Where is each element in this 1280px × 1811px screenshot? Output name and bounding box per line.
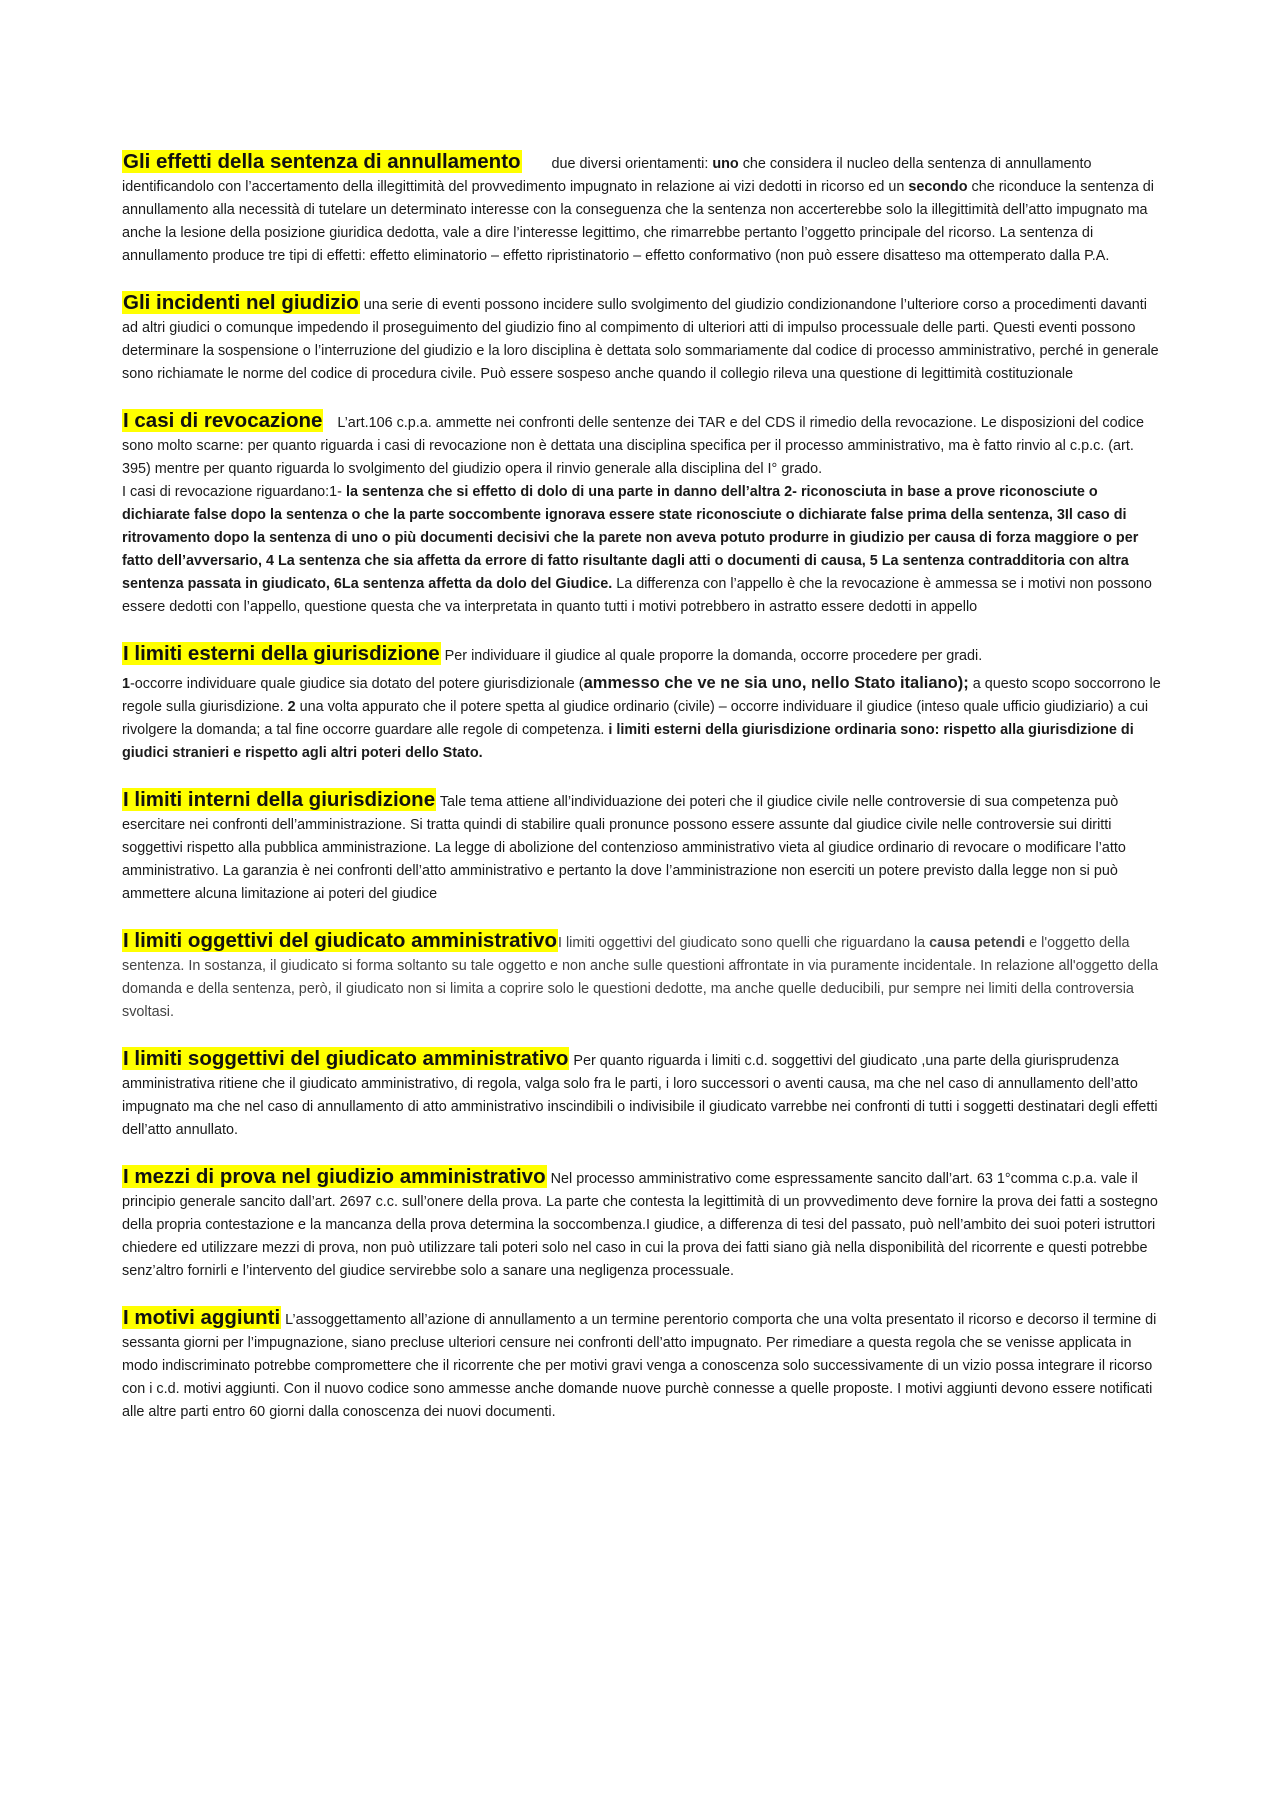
body-text: una serie di eventi possono incidere sullo svolgimento del giudizio condizionandone l’ulteriore corso a procedimenti davanti ad altri giudici o comunque impedendo il proseguimento del giudizio fino al compimento di ulteriori atti di impulso processuale delle parti. Questi eventi possono determinare la sospensione o l’interruzione del giudizio e la loro disciplina è dettata solo sommariamente dal codice di processo amministrativo, perché in generale sono richiamate le norme del codice di procedura civile. Può essere sospeso anche quando il collegio rileva una questione di legittimità costituzionale [122, 297, 1159, 382]
paragraph [122, 291, 1162, 386]
section-motivi-aggiunti [122, 1306, 1162, 1424]
body-text: che riconduce la sentenza di annullamento alla necessità di tutelare un determinato interesse con la conseguenza che la sentenza non accerterebbe solo la illegittimità dell’atto impugnato ma anche la lesione della posizione giuridica dedotta, vale a dire l’interesse legittimo, che rimarrebbe pertanto l’oggetto principale del ricorso. La sentenza di annullamento produce tre tipi di effetti: effetto eliminatorio – effetto ripristinatorio – effetto conformativo (non può essere disatteso ma ottemperato dalla P.A. [122, 179, 1154, 264]
bold-text: causa petendi [929, 935, 1026, 951]
section-heading: I limiti oggettivi del giudicato amministrativo [123, 929, 557, 952]
section-heading: I limiti soggettivi del giudicato amministrativo [123, 1047, 569, 1070]
paragraph [122, 1306, 1162, 1424]
body-text: e l'oggetto della sentenza. In sostanza, il giudicato si forma soltanto su tale oggetto e non anche sulle questioni affrontate in via puramente incidentale. In relazione all'oggetto della domanda e della sentenza, però, il giudicato non si limita a coprire solo le questioni dedotte, ma anche quelle deducibili, pur sempre nei limiti della controversia svoltasi. [122, 935, 1159, 1020]
section-limiti-oggettivi [122, 929, 1162, 1024]
body-text: Nel processo amministrativo come espressamente sancito dall’art. 63 1°comma c.p.a. vale il principio generale sancito dall’art. 2697 c.c. sull’onere della prova. La parte che contesta la legittimità di un provvedimento deve fornire la prova dei fatti a sostegno della propria contestazione e la mancanza della prova determina la soccombenza.I giudice, a differenza di tesi del passato, può nell’ambito dei suoi poteri istruttori chiedere ed utilizzare mezzi di prova, non può utilizzare tali poteri solo nel caso in cui la prova dei fatti siano già nella disponibilità del ricorrente e questi potrebbe senz’altro fornirli e l’intervento del giudice servirebbe solo a sanare una negligenza processuale. [122, 1171, 1158, 1279]
bold-text: 1 [122, 676, 131, 692]
section-limiti-esterni [122, 642, 1162, 765]
bold-text: i limiti esterni della giurisdizione ordinaria sono: rispetto alla giurisdizione di giudici stranieri e rispetto agli altri poteri dello Stato. [122, 722, 1134, 761]
section-revocazione [122, 409, 1162, 619]
body-text: a questo scopo soccorrono le regole sulla giurisdizione. [122, 676, 1161, 715]
paragraph [122, 1047, 1162, 1142]
section-limiti-soggettivi [122, 1047, 1162, 1142]
bold-text: la sentenza che si effetto di dolo di una parte in danno dell’altra 2- riconosciuta in base a prove riconosciute o dichiarate false dopo la sentenza o che la parte soccombente ignorava essere state riconosciute o dichiarate false prima della sentenza, 3Il caso di ritrovamento dopo la sentenza di uno o più documenti decisivi che la parete non aveva potuto produrre in giudizio per causa di forza maggiore o per fatto dell’avversario, 4 La sentenza che sia affetta da errore di fatto risultante dagli atti o documenti di causa, 5 La sentenza contradditoria con altra sentenza passata in giudicato, 6La sentenza affetta da dolo del Giudice. [122, 484, 1139, 592]
paragraph [122, 929, 1162, 1024]
body-text: Tale tema attiene all’individuazione dei poteri che il giudice civile nelle controversie di sua competenza può esercitare nei confronti dell’amministrazione. Si tratta quindi di stabilire quali pronunce possono essere assunte dal giudice civile nelle controversie sui diritti soggettivi rispetto alla pubblica amministrazione. La legge di abolizione del contenzioso amministrativo vieta al giudice ordinario di revocare o modificare l’atto amministrativo. La garanzia è nei confronti dell’atto amministrativo e pertanto la dove l’amministrazione non eserciti un potere previsto dalla legge non si può ammettere alcuna limitazione ai poteri del giudice [122, 794, 1126, 902]
body-text: L’art.106 c.p.a. ammette nei confronti delle sentenze dei TAR e del CDS il rimedio della revocazione. Le disposizioni del codice sono molto scarne: per quanto riguarda i casi di revocazione non è dettata una disciplina specifica per il processo amministrativo, ma è fatto rinvio al c.p.c. (art. 395) mentre per quanto riguarda lo svolgimento del giudizio opera il rinvio generale alla disciplina del I° grado. [122, 415, 1144, 477]
section-mezzi-prova [122, 1165, 1162, 1283]
document-page [122, 150, 1162, 1447]
bold-text: 2 [287, 699, 296, 715]
body-text: Per individuare il giudice al quale proporre la domanda, occorre procedere per gradi. [440, 648, 983, 664]
section-effetti-sentenza [122, 150, 1162, 268]
paragraph [122, 150, 1162, 268]
bold-text: secondo [908, 179, 968, 195]
section-limiti-interni [122, 788, 1162, 906]
paragraph [122, 642, 1162, 668]
section-heading: I motivi aggiunti [123, 1306, 281, 1329]
body-text: Per quanto riguarda i limiti c.d. soggettivi del giudicato ,una parte della giurisprudenza amministrativa ritiene che il giudicato amministrativo, di regola, valga solo fra le parti, i loro successori o aventi causa, ma che nel caso di annullamento dell’atto impugnato ma che nel caso di annullamento di atto amministrativo inscindibili o indivisibile il giudicato varrebbe nei confronti di tutti i soggetti destinatari degli effetti dell’atto annullato. [122, 1053, 1158, 1138]
paragraph [122, 672, 1162, 765]
section-heading: Gli effetti della sentenza di annullamento [123, 150, 521, 173]
body-text: L’assoggettamento all’azione di annullamento a un termine perentorio comporta che una volta presentato il ricorso e decorso il termine di sessanta giorni per l’impugnazione, siano precluse ulteriori censure nei confronti dell’atto impugnato. Per rimediare a questa regola che se venisse applicata in modo indiscriminato potrebbe compromettere che il ricorrente che per motivi gravi venga a conoscenza solo successivamente di un vizio possa integrare il ricorso con i c.d. motivi aggiunti. Con il nuovo codice sono ammesse anche domande nuove purchè connesse a quelle proposte. I motivi aggiunti devono essere notificati alle altre parti entro 60 giorni dalla conoscenza dei nuovi documenti. [122, 1312, 1157, 1420]
body-text: che considera il nucleo della sentenza di annullamento identificandolo con l’accertamento della illegittimità del provvedimento impugnato in relazione ai vizi dedotti in ricorso ed un [122, 156, 1092, 195]
section-heading: Gli incidenti nel giudizio [123, 291, 359, 314]
body-text: una volta appurato che il potere spetta al giudice ordinario (civile) – occorre individuare il giudice (inteso quale ufficio giudiziario) a cui rivolgere la domanda; a tal fine occorre guardare alle regole di competenza. [122, 699, 1149, 738]
section-heading: I casi di revocazione [123, 409, 323, 432]
body-text: I casi di revocazione riguardano:1- [122, 484, 346, 500]
body-text: due diversi orientamenti: [551, 156, 713, 172]
body-text: La differenza con l’appello è che la revocazione è ammessa se i motivi non possono essere dedotti con l’appello, questione questa che va interpretata in quanto tutti i motivi potrebbero in astratto essere dedotti in appello [122, 576, 1152, 615]
body-text: I limiti oggettivi del giudicato sono quelli che riguardano la [557, 935, 930, 951]
section-heading: I limiti esterni della giurisdizione [123, 642, 440, 665]
paragraph [122, 409, 1162, 481]
section-heading: I limiti interni della giurisdizione [123, 788, 436, 811]
section-incidenti [122, 291, 1162, 386]
paragraph [122, 1165, 1162, 1283]
emphasis-text: ammesso che ve ne sia uno, nello Stato italiano); [583, 674, 969, 692]
section-heading: I mezzi di prova nel giudizio amministrativo [123, 1165, 546, 1188]
body-text: -occorre individuare quale giudice sia dotato del potere giurisdizionale ( [130, 676, 584, 692]
bold-text: uno [712, 156, 739, 172]
paragraph [122, 481, 1162, 619]
paragraph [122, 788, 1162, 906]
